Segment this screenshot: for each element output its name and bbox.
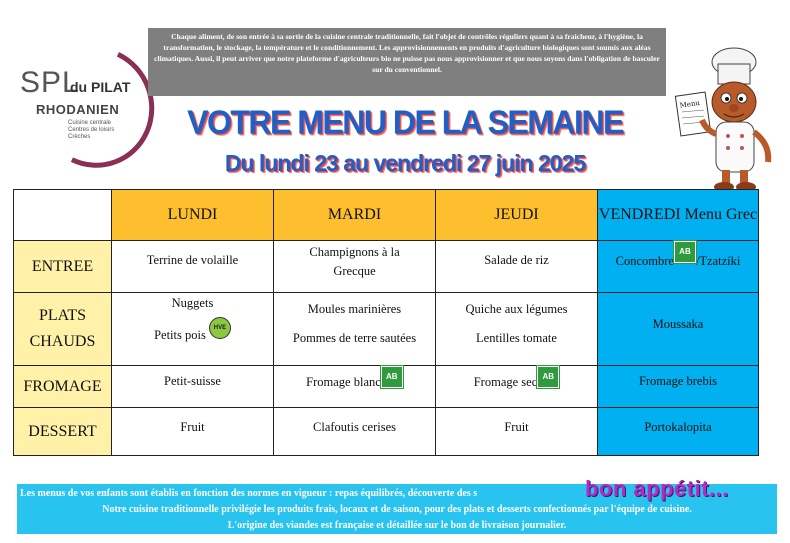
plats-friday-text: Moussaka [652, 317, 704, 331]
entree-tuesday-line1: Champignons à la [309, 245, 400, 259]
plats-friday [598, 293, 759, 366]
chef-illustration [672, 44, 780, 194]
entree-thursday-text: Salade de riz [484, 253, 549, 267]
fromage-thursday-wrap [436, 366, 597, 394]
hve-label-icon: HVE [209, 317, 231, 339]
plats-monday-line2-wrap [112, 311, 273, 347]
row-header-plats [14, 293, 112, 366]
footer-line1: Les menus de vos enfants sont établis en fonction des normes en vigueur : repas équilibrés, découverte des s [20, 488, 478, 499]
page-title: VOTRE MENU DE LA SEMAINE [187, 103, 623, 141]
table-header-row [14, 190, 759, 241]
entree-friday-a: Concombre [615, 253, 674, 268]
day-header-thursday: JEUDI [436, 190, 598, 241]
bio-label-icon: AB [537, 366, 559, 388]
friday-label: VENDREDI [598, 206, 681, 223]
fromage-monday-text: Petit-suisse [164, 374, 221, 388]
row-header-entree: ENTREE [14, 241, 112, 293]
logo-subtitle: Cuisine centrale Centres de loisirs Crèches [68, 120, 115, 140]
footer-line3: L'origine des viandes est française et détaillée sur le bon de livraison journalier. [227, 520, 567, 531]
plats-thursday-line2: Lentilles tomate [476, 331, 557, 345]
table-row-fromage [14, 366, 759, 408]
plats-thursday [436, 293, 598, 366]
fromage-thursday [436, 366, 598, 408]
menu-table [13, 189, 759, 456]
entree-tuesday-line2: Grecque [333, 264, 376, 278]
fromage-monday [112, 366, 274, 408]
entree-friday-b: /Tzatzíki [695, 253, 741, 268]
fromage-tuesday-text: Fromage blanc [306, 374, 381, 389]
plats-tuesday [274, 293, 436, 366]
day-header-friday [598, 190, 759, 241]
entree-friday-wrap [598, 241, 758, 273]
dessert-monday-text: Fruit [180, 420, 205, 434]
dessert-friday [598, 408, 759, 456]
fromage-thursday-text: Fromage sec [473, 374, 538, 389]
dessert-tuesday-text: Clafoutis cerises [313, 420, 396, 434]
fromage-tuesday [274, 366, 436, 408]
plats-tuesday-line2: Pommes de terre sautées [292, 331, 417, 345]
footer-line2: Notre cuisine traditionnelle privilégie les produits frais, locaux et de saison, pour des plats et desserts confectionnés par l'équipe de cuisine. [102, 504, 692, 515]
table-row-dessert [14, 408, 759, 456]
entree-thursday [436, 241, 598, 293]
day-header-monday: LUNDI [112, 190, 274, 241]
row-header-fromage: FROMAGE [14, 366, 112, 408]
plats-monday-line2: Petits pois [154, 327, 206, 342]
friday-theme: Menu Grec [684, 206, 758, 223]
entree-monday [112, 241, 274, 293]
logo-du: du PILAT [70, 79, 131, 95]
day-header-tuesday: MARDI [274, 190, 436, 241]
row-header-plats-line2: CHAUDS [29, 333, 96, 350]
table-row-plats [14, 293, 759, 366]
table-row-entree [14, 241, 759, 293]
dessert-thursday-text: Fruit [504, 420, 529, 434]
chef-menu-sign: Menu [679, 98, 701, 110]
date-range: Du lundi 23 au vendredi 27 juin 2025 [224, 150, 586, 176]
logo-spl: SPL [20, 66, 80, 99]
dessert-friday-text: Portokalopita [644, 420, 712, 434]
entree-tuesday [274, 241, 436, 293]
entree-monday-text: Terrine de volaille [146, 253, 239, 267]
plats-thursday-line1: Quiche aux légumes [465, 302, 568, 316]
bio-label-icon: AB [381, 366, 403, 388]
entree-friday [598, 241, 759, 293]
plats-monday [112, 293, 274, 366]
quality-notice: Chaque aliment, de son entrée à sa sortie de la cuisine centrale traditionnelle, fait l'objet de contrôles réguliers quant à sa fraicheur, à l'hygiène, la transformation, le stockage, la température et le conditionnement. Les approvisionnements en produits d'agriculture biologiques sont soumis aux aléas climatiques. Aussi, il peut arriver que notre plateforme d'agriculteurs bio ne puisse pas nous approvisionner et que nous soyons dans l'obligation de basculer sur du conventionnel. [148, 28, 666, 96]
dessert-monday [112, 408, 274, 456]
fromage-friday [598, 366, 759, 408]
logo-rhodanien: RHODANIEN [36, 102, 120, 117]
plats-tuesday-line1: Moules marinières [307, 302, 402, 316]
dessert-tuesday [274, 408, 436, 456]
row-header-dessert: DESSERT [14, 408, 112, 456]
fromage-tuesday-wrap [274, 366, 435, 394]
dessert-thursday [436, 408, 598, 456]
plats-monday-line1: Nuggets [171, 296, 214, 310]
bio-label-icon: AB [674, 241, 696, 263]
fromage-friday-text: Fromage brebis [638, 374, 718, 388]
table-corner [14, 190, 112, 241]
bon-appetit-banner: bon appétit... [585, 476, 729, 501]
row-header-plats-line1: PLATS [38, 307, 87, 324]
logo [14, 46, 144, 161]
